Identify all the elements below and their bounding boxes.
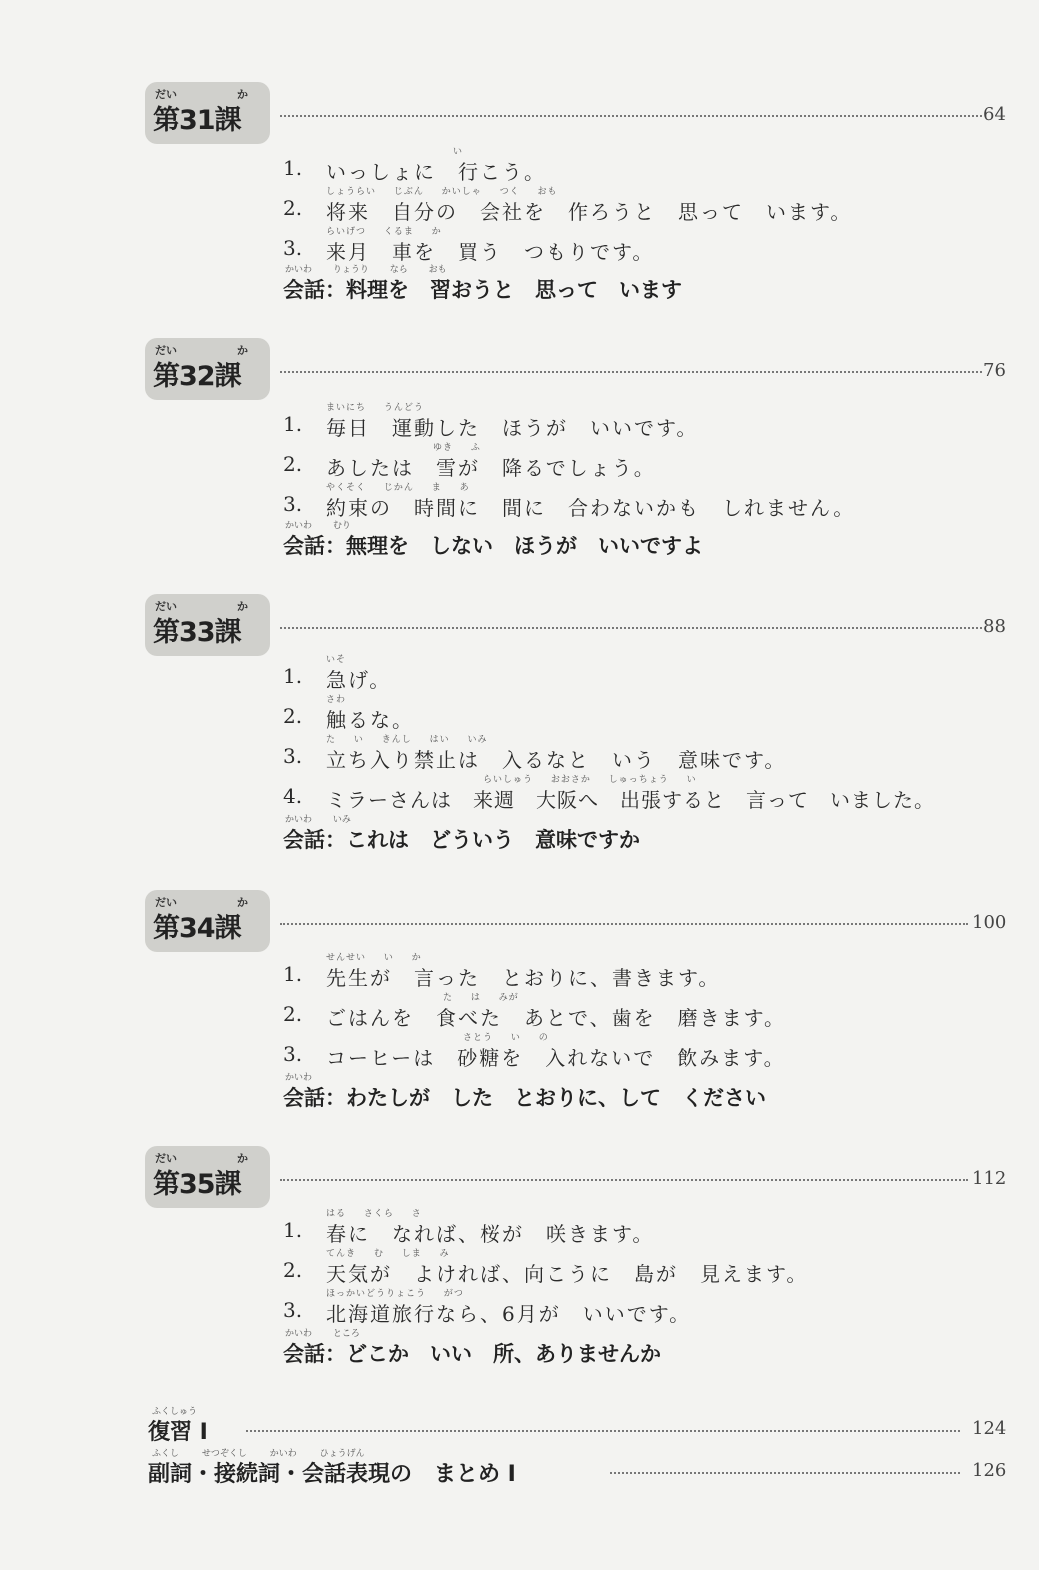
furigana: やくそく じかん ま あ — [326, 483, 470, 493]
sentence-number: 2. — [283, 704, 303, 728]
sentence-text: あしたは 雪が 降るでしょう。 — [326, 456, 656, 480]
furigana: かいわ ところ — [285, 1329, 360, 1339]
furigana: かいわ いみ — [285, 815, 351, 825]
badge-ruby: だい — [155, 600, 177, 613]
conversation-text: 会話：料理を 習おうと 思って います — [283, 278, 682, 302]
furigana: ほっかいどうりょこう がつ — [326, 1289, 464, 1299]
badge-ruby: だい — [155, 896, 177, 909]
lesson-title: 第35課 — [153, 1169, 241, 1200]
dotted-leader — [280, 923, 968, 925]
page-number: 88 — [983, 616, 1006, 637]
sentence-text: 天気が よければ、向こうに 島が 見えます。 — [326, 1262, 809, 1286]
furigana: らいげつ くるま か — [326, 227, 442, 237]
lesson-badge — [145, 338, 270, 400]
dotted-leader — [280, 371, 982, 373]
sentence-text: 立ち入り禁止は 入るなと いう 意味です。 — [326, 748, 787, 772]
sentence-number: 1. — [283, 664, 303, 688]
dotted-leader — [280, 115, 982, 117]
sentence-number: 2. — [283, 452, 303, 476]
review-entry — [148, 1404, 1018, 1448]
lesson-title: 第32課 — [153, 361, 241, 392]
conversation-text: 会話：わたしが した とおりに、して ください — [283, 1086, 766, 1110]
page-number: 100 — [972, 912, 1007, 933]
conversation-text: 会話：無理を しない ほうが いいですよ — [283, 534, 703, 558]
furigana: かいわ りょうり なら おも — [285, 265, 447, 275]
lesson-title: 第34課 — [153, 913, 241, 944]
sentence-text: 毎日 運動した ほうが いいです。 — [326, 416, 699, 440]
page-number: 64 — [983, 104, 1006, 125]
sentence-number: 1. — [283, 962, 303, 986]
sentence-text: 春に なれば、桜が 咲きます。 — [326, 1222, 655, 1246]
page-number: 76 — [983, 360, 1006, 381]
badge-ruby: だい — [155, 344, 177, 357]
sentence-number: 1. — [283, 156, 303, 180]
furigana: ふくしゅう — [152, 1407, 198, 1417]
sentence-number: 3. — [283, 492, 303, 516]
lesson-badge — [145, 1146, 270, 1208]
lesson-badge — [145, 890, 270, 952]
furigana: らいしゅう おおさか しゅっちょう い — [483, 775, 697, 785]
summary-entry — [148, 1446, 1018, 1490]
furigana: せんせい い か — [326, 953, 422, 963]
badge-ruby: か — [237, 896, 248, 909]
furigana: い — [453, 147, 464, 157]
furigana: た は みが — [443, 993, 519, 1003]
lesson-title: 第31課 — [153, 105, 241, 136]
furigana: かいわ むり — [285, 521, 351, 531]
sentence-text: 将来 自分の 会社を 作ろうと 思って います。 — [326, 200, 853, 224]
lesson-badge — [145, 594, 270, 656]
page-number: 126 — [972, 1460, 1007, 1481]
summary-title: 副詞・接続詞・会話表現の まとめ Ⅰ — [148, 1462, 516, 1487]
page-number: 124 — [972, 1418, 1007, 1439]
badge-ruby: か — [237, 88, 248, 101]
lesson-header — [145, 82, 1015, 144]
furigana: はる さくら さ — [326, 1209, 422, 1219]
furigana: さとう い の — [463, 1033, 549, 1043]
furigana: た い きんし はい いみ — [326, 735, 488, 745]
badge-ruby: だい — [155, 1152, 177, 1165]
furigana: かいわ — [285, 1073, 313, 1083]
sentence-number: 2. — [283, 1002, 303, 1026]
sentence-text: 急げ。 — [326, 668, 392, 692]
conversation-text: 会話：どこか いい 所、ありませんか — [283, 1342, 661, 1366]
dotted-leader — [280, 627, 982, 629]
sentence-text: 北海道旅行なら、6月が いいです。 — [326, 1302, 692, 1326]
sentence-number: 3. — [283, 1298, 303, 1322]
lesson-header — [145, 594, 1015, 656]
dotted-leader — [610, 1472, 960, 1474]
sentence-text: ミラーさんは 来週 大阪へ 出張すると 言って いました。 — [326, 788, 935, 812]
sentence-text: 来月 車を 買う つもりです。 — [326, 240, 655, 264]
badge-ruby: か — [237, 344, 248, 357]
furigana: まいにち うんどう — [326, 403, 424, 413]
sentence-number: 2. — [283, 1258, 303, 1282]
sentence-number: 1. — [283, 1218, 303, 1242]
sentence-text: 先生が 言った とおりに、書きます。 — [326, 966, 721, 990]
badge-ruby: だい — [155, 88, 177, 101]
sentence-text: 触るな。 — [326, 708, 414, 732]
lesson-header — [145, 890, 1015, 952]
sentence-number: 3. — [283, 1042, 303, 1066]
furigana: さわ — [326, 695, 347, 705]
lesson-badge — [145, 82, 270, 144]
sentence-number: 1. — [283, 412, 303, 436]
furigana: いそ — [326, 655, 347, 665]
sentence-text: コーヒーは 砂糖を 入れないで 飲みます。 — [326, 1046, 786, 1070]
sentence-text: ごはんを 食べた あとで、歯を 磨きます。 — [326, 1006, 786, 1030]
furigana: ふくし せつぞくし かいわ ひょうげん — [152, 1449, 365, 1459]
sentence-number: 4. — [283, 784, 303, 808]
furigana: ゆき ふ — [433, 443, 481, 453]
badge-ruby: か — [237, 600, 248, 613]
furigana: しょうらい じぶん かいしゃ つく おも — [326, 187, 558, 197]
dotted-leader — [280, 1179, 968, 1181]
lesson-header — [145, 338, 1015, 400]
review-title: 復習 Ⅰ — [148, 1420, 208, 1445]
furigana: てんき む しま み — [326, 1249, 450, 1259]
badge-ruby: か — [237, 1152, 248, 1165]
sentence-number: 3. — [283, 744, 303, 768]
dotted-leader — [246, 1430, 960, 1432]
sentence-text: 約束の 時間に 間に 合わないかも しれません。 — [326, 496, 856, 520]
page-number: 112 — [972, 1168, 1007, 1189]
lesson-title: 第33課 — [153, 617, 241, 648]
sentence-number: 2. — [283, 196, 303, 220]
lesson-header — [145, 1146, 1015, 1208]
sentence-number: 3. — [283, 236, 303, 260]
sentence-text: いっしょに 行こう。 — [326, 160, 546, 184]
conversation-text: 会話：これは どういう 意味ですか — [283, 828, 640, 852]
